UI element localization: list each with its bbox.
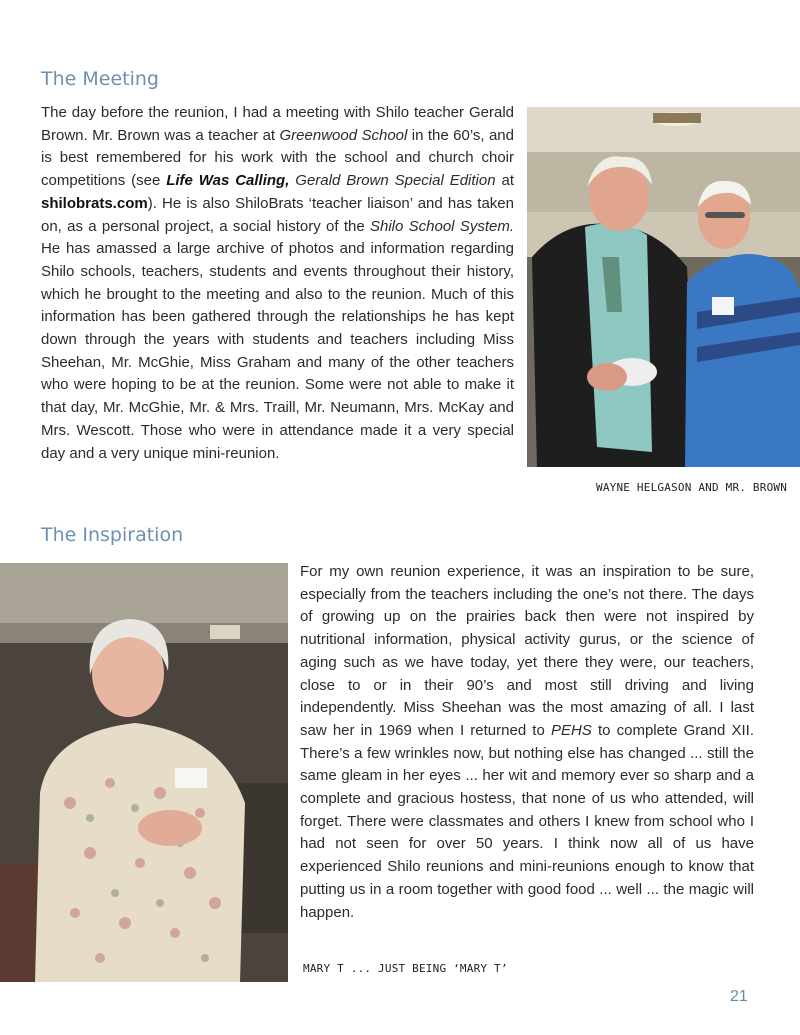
- text-run: The day before the reunion, I had a meeting with Shilo teacher Gerald Brown. Mr. Brown was a teacher at: [41, 104, 514, 144]
- photo-mary-t: [0, 563, 288, 982]
- school-name: PEHS: [550, 721, 592, 739]
- text-run: For my own reunion experience, it was an inspiration to be sure, especially from the teachers including the one’s not there. The days of growing up on the prairies back then were not inspired by nutritional information, physical activity gurus, or the science of aging such as we have today, yet there they were, our teachers, close to or in their 90’s and most still driving and living independently. Miss Sheehan was the most amazing of all. I last saw her in 1969 when I returned to: [300, 563, 754, 739]
- photo-wayne-and-mr-brown: [527, 107, 800, 467]
- section-heading-inspiration: The Inspiration: [41, 524, 184, 546]
- photo-caption-mary-t: MARY T ... JUST BEING ‘MARY T’: [303, 962, 508, 975]
- text-run: in the 60’s, and is best remembered for his work with the school and church choir competitions (see: [41, 126, 514, 190]
- school-system-name: Shilo School System.: [370, 217, 514, 235]
- book-title: Life Was Calling,: [166, 172, 290, 190]
- text-run: He has amassed a large archive of photos and information regarding Shilo schools, teachers, students and events throughout their history, which he brought to the meeting and also to the reunion. Much of this information has been gathered through the relationships he has kept down through the years with students and teachers including Miss Sheehan, Mr. McGhie, Miss Graham and many of the other teachers who were hoping to be at the reunion. Some were not able to make it that day, Mr. McGhie, Mr. & Mrs. Traill, Mr. Neumann, Mrs. McKay and Mrs. Wescott. Those who were in attendance made it a very special day and a very unique mini-reunion.: [41, 240, 514, 462]
- text-run: at: [495, 172, 514, 190]
- text-run: ). He is also ShiloBrats ‘teacher liaison’ and has taken on, as a personal project, a social history of the: [41, 194, 514, 235]
- website-link[interactable]: shilobrats.com: [41, 194, 148, 212]
- section-heading-meeting: The Meeting: [41, 68, 159, 90]
- text-run: to complete Grand XII. There’s a few wrinkles now, but nothing else has changed ... still the same gleam in her eyes ... her wit and memory ever so sharp and a complete and gracious hostess, that none of us who attended, will forget. There were classmates and others I knew from school who I had not seen for over 50 years. I think now all of us have experienced Shilo reunions and mini-reunions enough to know that putting us in a room together with good food ... well ... the magic will happen.: [300, 721, 754, 921]
- photo-caption-wayne-and-mr-brown: WAYNE HELGASON AND MR. BROWN: [596, 481, 788, 494]
- book-edition: Gerald Brown Special Edition: [289, 172, 496, 190]
- meeting-paragraph: [41, 102, 514, 465]
- inspiration-paragraph: [300, 561, 754, 924]
- school-name: Greenwood School: [279, 126, 408, 144]
- page-number: 21: [730, 988, 748, 1005]
